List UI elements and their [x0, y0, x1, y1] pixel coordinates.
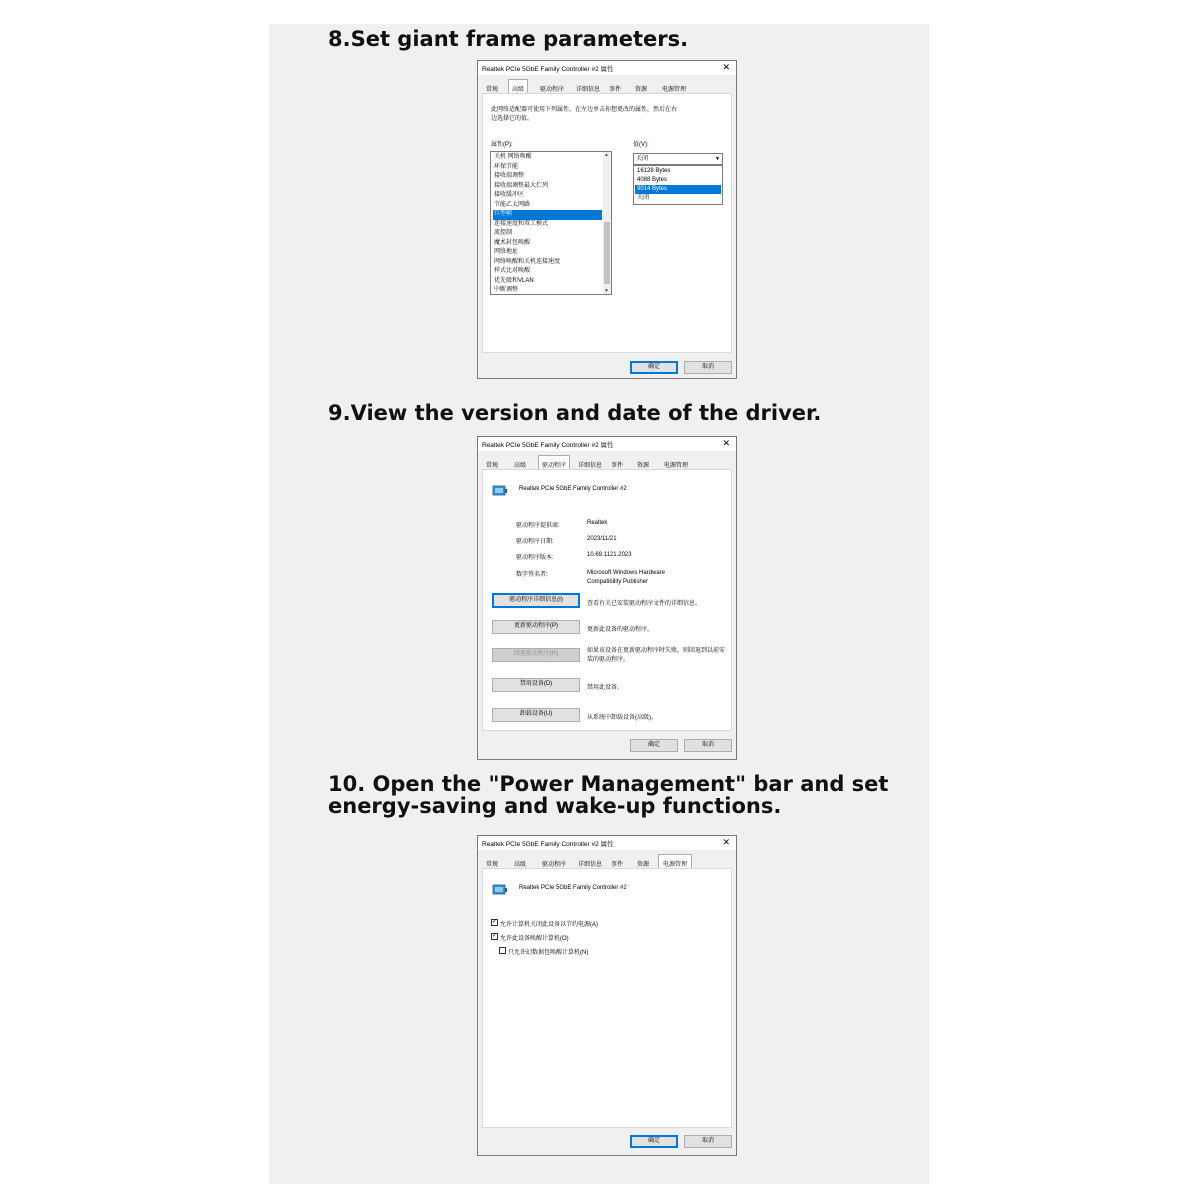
list-item[interactable]: 连接速度和双工模式: [494, 220, 549, 227]
description-line-1: 此网络适配器可使用下列属性。在左边单击你想更改的属性，然后在右: [491, 107, 678, 113]
dialog-title: Realtek PCIe 5GbE Family Controller #2 属性: [482, 442, 614, 449]
list-item[interactable]: 节能乙太网路: [494, 201, 531, 208]
provider-label: 驱动程序提供商:: [516, 523, 560, 529]
tab-content: [482, 868, 732, 1128]
dropdown-option-selected[interactable]: 9014 Bytes: [635, 185, 721, 194]
date-value: 2023/11/21: [587, 536, 617, 542]
tab-general[interactable]: 常规: [485, 463, 498, 469]
version-value: 10.69.1121.2023: [587, 552, 632, 558]
scroll-up-icon[interactable]: ▲: [604, 152, 609, 158]
tab-general[interactable]: 常规: [485, 87, 498, 93]
property-label: 属性(P):: [491, 142, 513, 148]
device-name: Realtek PCIe 5GbE Family Controller #2: [519, 486, 627, 492]
scroll-down-icon[interactable]: ▼: [604, 288, 609, 294]
cancel-button[interactable]: 取消: [684, 739, 732, 752]
power-management-dialog: [477, 835, 737, 1156]
update-driver-desc: 更新此设备的驱动程序。: [587, 627, 654, 633]
value-dropdown: [633, 165, 723, 205]
device-name: Realtek PCIe 5GbE Family Controller #2: [519, 885, 627, 891]
tab-details[interactable]: 详细信息: [577, 463, 602, 469]
magic-packet-only-label[interactable]: 只允许幻数据包唤醒计算机(N): [508, 950, 589, 956]
tab-driver[interactable]: 驱动程序: [539, 87, 564, 93]
update-driver-button[interactable]: 更新驱动程序(P): [492, 620, 580, 634]
disable-device-desc: 禁用此设备。: [587, 685, 624, 691]
step-10-heading-line-1: 10. Open the "Power Management" bar and set: [328, 772, 889, 796]
driver-properties-dialog: [477, 436, 737, 760]
list-item[interactable]: 环保节能: [494, 163, 519, 170]
list-item[interactable]: 接收端调整最大伫列: [494, 182, 549, 189]
dropdown-option[interactable]: 4088 Bytes: [637, 177, 668, 183]
close-icon[interactable]: ✕: [722, 837, 730, 847]
tab-resources[interactable]: 资源: [634, 87, 647, 93]
close-icon[interactable]: ✕: [722, 438, 730, 448]
tab-driver[interactable]: 驱动程序: [538, 455, 570, 469]
tab-resources[interactable]: 资源: [636, 463, 649, 469]
tab-details[interactable]: 详细信息: [575, 87, 600, 93]
list-item[interactable]: 网络地址: [494, 249, 519, 255]
step-10-heading-line-2: energy-saving and wake-up functions.: [328, 794, 782, 818]
tab-advanced[interactable]: 高级: [508, 79, 528, 93]
version-label: 驱动程序版本:: [516, 555, 554, 561]
date-label: 驱动程序日期:: [516, 539, 554, 545]
dialog-title: Realtek PCIe 5GbE Family Controller #2 属性: [482, 66, 614, 73]
list-item[interactable]: 接收缓冲区: [494, 192, 525, 198]
tab-general[interactable]: 常规: [485, 862, 498, 868]
check-icon: ✓: [492, 933, 498, 939]
tab-power-management[interactable]: 电源管理: [661, 87, 686, 93]
advanced-properties-dialog: [477, 60, 737, 379]
allow-wake-checkbox[interactable]: [491, 933, 498, 940]
tab-power-management[interactable]: 电源管理: [663, 463, 688, 469]
network-adapter-icon: [492, 883, 508, 897]
cancel-button[interactable]: 取消: [684, 361, 732, 374]
list-item[interactable]: 网络唤醒和关机连接速度: [494, 258, 561, 265]
property-listbox[interactable]: [490, 151, 612, 295]
step-9-heading: 9.View the version and date of the driver.: [328, 401, 822, 425]
list-item-selected[interactable]: 巨型帧: [493, 210, 602, 220]
ok-button[interactable]: 确定: [630, 739, 678, 752]
chevron-down-icon[interactable]: ▼: [715, 156, 720, 162]
value-label: 值(V):: [633, 142, 649, 148]
allow-power-off-checkbox[interactable]: [491, 919, 498, 926]
step-8-heading: 8.Set giant frame parameters.: [328, 27, 689, 51]
tab-events[interactable]: 事件: [610, 862, 623, 868]
listbox-scrollbar[interactable]: [603, 152, 611, 294]
tab-driver[interactable]: 驱动程序: [541, 862, 566, 868]
allow-wake-label[interactable]: 允许此设备唤醒计算机(O): [500, 936, 569, 942]
list-item[interactable]: 魔术封包唤醒: [494, 239, 531, 246]
list-item[interactable]: 样式比对唤醒: [494, 268, 531, 274]
uninstall-device-button[interactable]: 卸载设备(U): [492, 708, 580, 722]
tab-events[interactable]: 事件: [610, 463, 623, 469]
dialog-title: Realtek PCIe 5GbE Family Controller #2 属性: [482, 841, 614, 848]
list-item[interactable]: 接收端调整: [494, 173, 525, 179]
value-current: 关闭: [636, 156, 649, 162]
tab-advanced[interactable]: 高级: [513, 862, 526, 868]
tab-advanced[interactable]: 高级: [513, 463, 526, 469]
description-line-2: 边选择它的值。: [491, 116, 534, 122]
tab-strip: [482, 856, 732, 868]
signer-value: Microsoft Windows Hardware Compatibility Publisher: [587, 570, 666, 585]
allow-power-off-label[interactable]: 允许计算机关闭此设备以节约电源(A): [500, 922, 598, 928]
list-item[interactable]: 优先级和VLAN: [494, 277, 534, 284]
network-adapter-icon: [492, 484, 508, 498]
check-icon: ✓: [492, 919, 498, 925]
tab-events[interactable]: 事件: [608, 87, 621, 93]
close-icon[interactable]: ✕: [722, 62, 730, 72]
driver-details-desc: 查看有关已安装驱动程序文件的详细信息。: [587, 601, 702, 607]
tab-strip: [482, 457, 732, 469]
list-item[interactable]: 中断调整: [494, 287, 519, 293]
ok-button[interactable]: 确定: [630, 1135, 678, 1148]
tab-power-management[interactable]: 电源管理: [658, 854, 692, 868]
tab-content: [482, 469, 732, 731]
list-item[interactable]: 流控制: [494, 230, 513, 236]
rollback-driver-button[interactable]: 回退驱动程序(R): [492, 648, 580, 662]
driver-details-button[interactable]: 驱动程序详细信息(I): [492, 593, 580, 608]
magic-packet-only-checkbox[interactable]: [499, 947, 506, 954]
signer-label: 数字签名者:: [516, 572, 548, 578]
dropdown-option[interactable]: 关闭: [637, 195, 650, 201]
value-combobox[interactable]: [633, 153, 723, 165]
tab-details[interactable]: 详细信息: [577, 862, 602, 868]
ok-button[interactable]: 确定: [630, 361, 678, 374]
list-item[interactable]: 关机 网络唤醒: [494, 154, 532, 160]
title-bar: [478, 836, 736, 850]
tab-strip: [482, 81, 732, 93]
title-bar: [478, 61, 736, 75]
dropdown-option[interactable]: 16128 Bytes: [637, 168, 671, 174]
rollback-driver-desc: 如果该设备在更新驱动程序时失败，则回退到以前安装的驱动程序。: [587, 648, 726, 663]
disable-device-button[interactable]: 禁用设备(D): [492, 678, 580, 692]
provider-value: Realtek: [587, 520, 608, 526]
cancel-button[interactable]: 取消: [684, 1135, 732, 1148]
title-bar: [478, 437, 736, 451]
uninstall-device-desc: 从系统中卸载设备(高级)。: [587, 715, 657, 721]
tab-content: [482, 93, 732, 353]
tab-resources[interactable]: 资源: [636, 862, 649, 868]
scrollbar-thumb[interactable]: [604, 222, 610, 284]
